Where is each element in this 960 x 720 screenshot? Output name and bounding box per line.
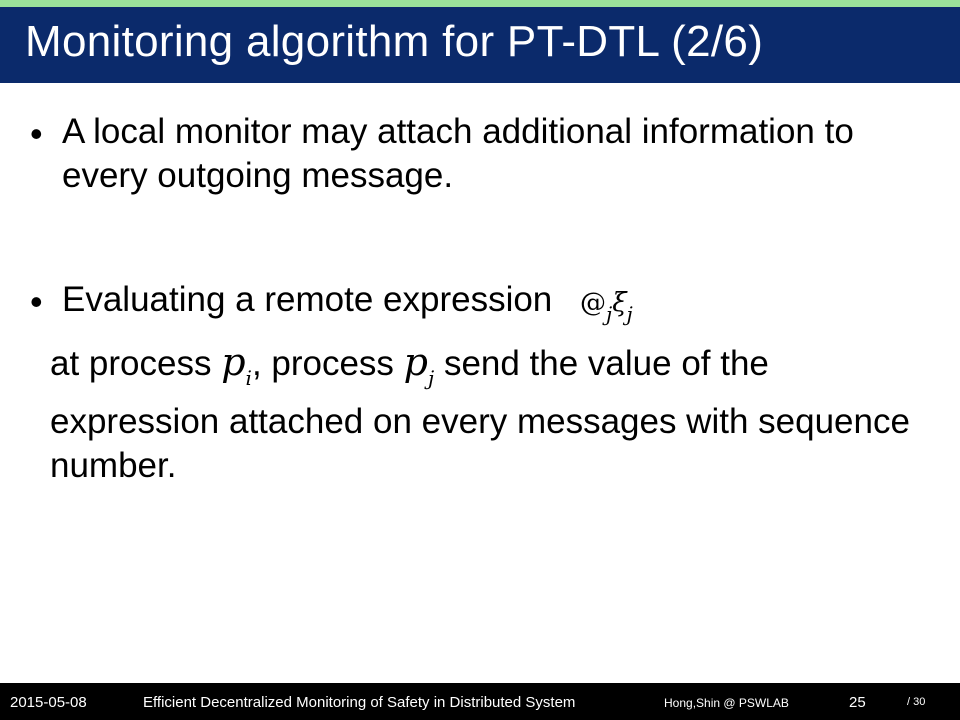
pi-subscript: i bbox=[245, 366, 252, 390]
remote-expression bbox=[580, 288, 633, 326]
pi-base: p bbox=[221, 340, 246, 384]
at-subscript: j bbox=[606, 302, 613, 326]
bullet-marker: • bbox=[30, 113, 43, 154]
pj-subscript: j bbox=[428, 366, 435, 390]
footer-date: 2015-05-08 bbox=[10, 694, 87, 711]
line2-post: send the value of the expression attached on every messages with sequence number. bbox=[50, 344, 910, 485]
process-pj bbox=[403, 340, 435, 390]
process-pi bbox=[221, 340, 252, 390]
top-accent-strip bbox=[0, 0, 960, 7]
pj-base: p bbox=[403, 340, 428, 384]
footer-page-total: / 30 bbox=[907, 696, 926, 708]
bullet-2-continuation bbox=[50, 340, 940, 488]
xi-symbol: ξ bbox=[612, 288, 627, 318]
footer-presentation-title: Efficient Decentralized Monitoring of Safety in Distributed System bbox=[143, 694, 576, 711]
title-bar bbox=[0, 7, 960, 83]
bullet-marker: • bbox=[30, 281, 43, 322]
bullet-text-2 bbox=[62, 278, 942, 336]
line2-pre: at process bbox=[50, 344, 212, 383]
bullet-text-1: A local monitor may attach additional information to every outgoing message. bbox=[62, 112, 854, 195]
at-operator: @ bbox=[580, 288, 607, 318]
footer-bar bbox=[0, 683, 960, 720]
footer-page-number: 25 bbox=[849, 694, 866, 711]
line2-mid: , process bbox=[251, 344, 394, 383]
xi-subscript: j bbox=[626, 302, 633, 326]
slide-title: Monitoring algorithm for PT-DTL (2/6) bbox=[25, 17, 764, 66]
footer-author: Hong,Shin @ PSWLAB bbox=[664, 696, 789, 710]
bullet-2-intro: Evaluating a remote expression bbox=[62, 280, 553, 319]
